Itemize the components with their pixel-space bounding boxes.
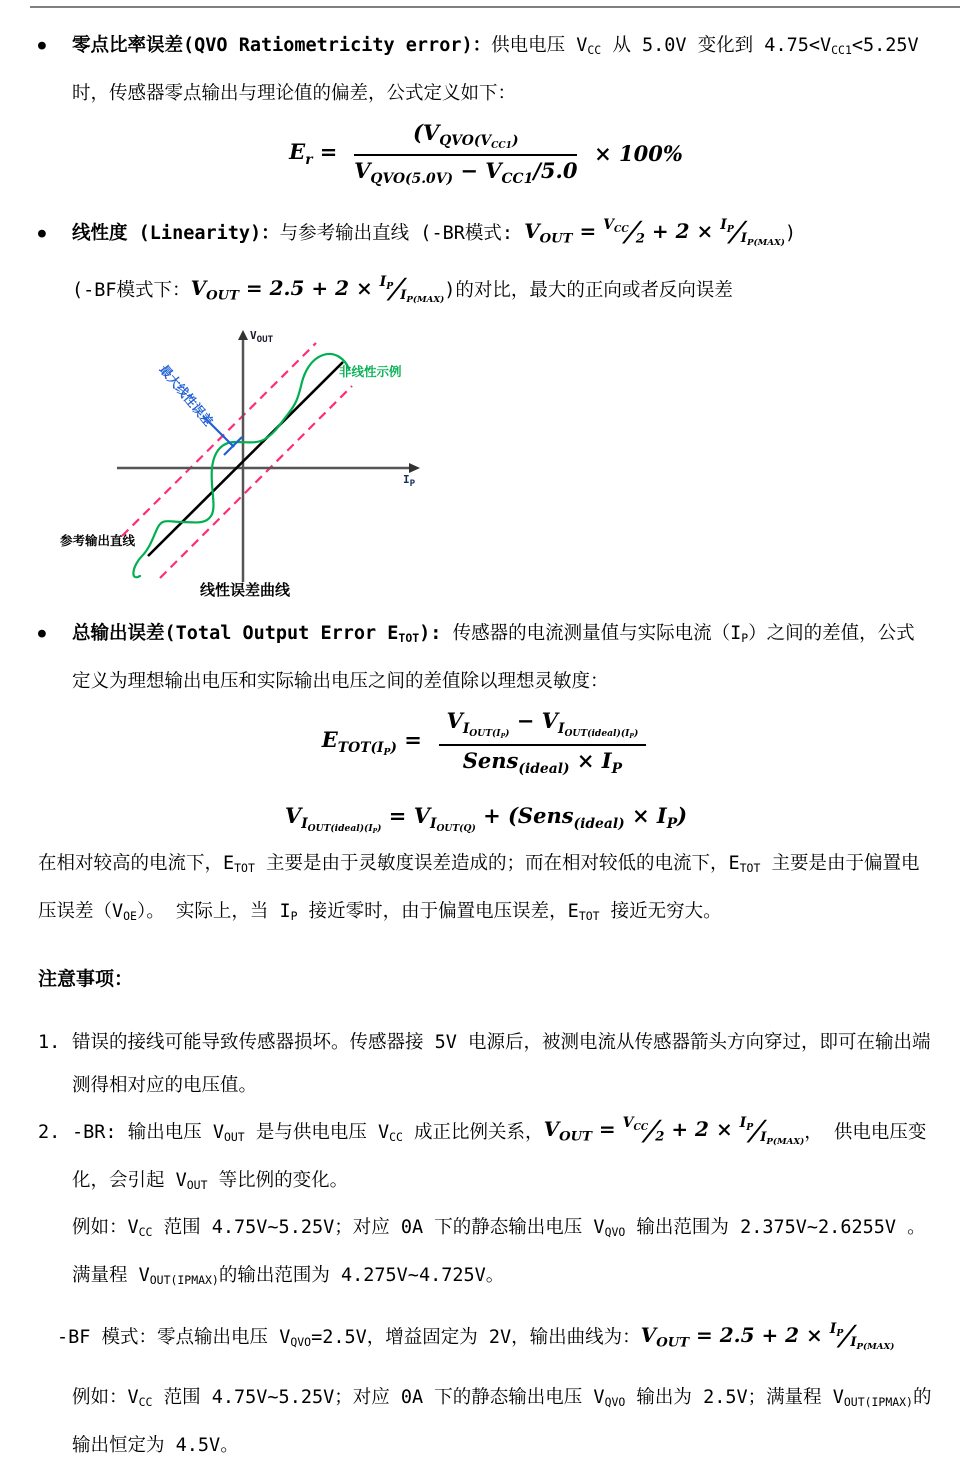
bullet-qvo-text xyxy=(72,24,934,115)
notes-heading: 注意事项： xyxy=(38,967,134,990)
bullet-icon: ● xyxy=(38,626,46,642)
max-error-label: 最大线性误差 xyxy=(156,361,217,430)
note-2-t1: -BR: 输出电压 $V_{OUT}$ 是与供电电压 $V_{CC}$ 成正比例关系， xyxy=(72,1121,544,1144)
formula-v-ideal xyxy=(38,804,934,836)
y-axis-arrow-icon xyxy=(238,330,248,340)
bullet-qvo-title-en: (QVO Ratiometricity error)： xyxy=(183,35,492,56)
formula-er-numerator: ($V_{QVO(V_{CC1})}$ xyxy=(354,121,577,157)
note-item-2 xyxy=(38,1111,934,1302)
bullet-qvo-ratiometricity xyxy=(38,24,934,115)
linearity-line1 xyxy=(72,212,932,255)
etot-title-en: (Total Output Error $E_{TOT}$): xyxy=(164,623,453,646)
formula-etot-fraction xyxy=(439,709,647,778)
bullet-qvo-body: 供电电压 $V_{CC}$ 从 5.0V 变化到 $4.75<V_{CC1}<5.25V$ 时，传感器零点输出与理论值的偏差，公式定义如下： xyxy=(72,35,919,104)
x-axis-label: $I_P$ xyxy=(403,473,416,490)
linearity-line2 xyxy=(72,269,932,312)
linearity-title-en: (Linearity)： xyxy=(127,223,280,245)
formula-etot-lhs: $E_{TOT(I_P)}$ = xyxy=(321,727,422,759)
formula-etot-denominator: Sens$_{(ideal)}$ × $I_P$ xyxy=(462,748,622,777)
note-2-example: 例如：$V_{CC}$ 范围 4.75V~5.25V；对应 0A 下的静态输出电压 $V_{QVO}$ 输出范围为 2.375V~2.6255V 。满量程 $V_{OUT(IPMAX)}$的输出范围为 4.275V~4.725V。 xyxy=(72,1217,926,1288)
bullet-total-output-error xyxy=(38,612,934,703)
linearity-t3: (-BF模式下： xyxy=(72,280,191,302)
linearity-error-diagram xyxy=(58,330,488,606)
bullet-icon: ● xyxy=(38,226,46,242)
bullet-qvo-title: 零点比率误差 xyxy=(72,35,184,56)
reference-line-label: 参考输出直线 xyxy=(60,533,136,549)
bf-example: 例如：$V_{CC}$ 范围 4.75V~5.25V；对应 0A 下的静态输出电压 $V_{QVO}$ 输出为 2.5V；满量程 $V_{OUT(IPMAX)}$的输出恒定为 4.5V。 xyxy=(72,1386,932,1456)
error-bound-upper xyxy=(122,343,316,536)
etot-title: 总输出误差 xyxy=(72,623,165,645)
x-axis-arrow-icon xyxy=(409,463,420,473)
formula-bf-note: $V_{OUT} = 2.5 + 2$ × $^{I_P}⁄_{I_{P(MAX)}}$ xyxy=(640,1320,895,1356)
linearity-t2: ) xyxy=(784,223,797,245)
note-item-1 xyxy=(38,1021,934,1107)
diagram-caption: 线性误差曲线 xyxy=(200,581,291,600)
formula-er-denominator: $V_{QVO(5.0V)} - V_{CC1}/5.0$ xyxy=(354,158,578,188)
note-2-t2: ， 供电电压变化，会引起 $V_{OUT}$ 等比例的变化。 xyxy=(72,1121,927,1192)
etot-paragraph: 在相对较高的电流下，$E_{TOT}$ 主要是由于灵敏度误差造成的；而在相对较低的电流下，$E_{TOT}$ 主要是由于偏置电压误差$(V_{OE})$。 实际上，当 $I_P$ 接近零时，由于偏置电压误差，$E_{TOT}$ 接近无穷大。 xyxy=(38,852,920,923)
formula-v-ideal-body: $V_{I_{OUT(ideal)(I_P)}} = V_{I_{OUT(Q)}}$ + (Sens$_{(ideal)}$ × $I_P$) xyxy=(284,802,688,836)
formula-bf-inline: $V_{OUT} = 2.5 + 2$ × $^{I_P}⁄_{I_{P(MAX)}}$ xyxy=(190,273,445,309)
note-2-number: 2. xyxy=(38,1121,61,1143)
bullet-etot-text xyxy=(72,612,934,703)
linearity-t1: 与参考输出直线 (-BR模式: xyxy=(279,223,525,245)
linearity-title: 线性度 xyxy=(72,223,128,245)
note-1-text: 错误的接线可能导致传感器损坏。传感器接 5V 电源后，被测电流从传感器箭头方向穿过，即可在输出端测得相对应的电压值。 xyxy=(72,1031,931,1096)
formula-etot-numerator: $V_{I_{OUT(I_P)}} - V_{I_{OUT(ideal)(I_P)}}$ xyxy=(439,709,647,746)
linearity-t4: )的对比，最大的正向或者反向误差 xyxy=(444,280,733,302)
note-1-number: 1. xyxy=(38,1031,61,1053)
formula-er-lhs: $E_r$ = xyxy=(289,139,338,168)
diagram-canvas xyxy=(58,330,488,606)
nonlinear-example-label: 非线性示例 xyxy=(339,364,402,380)
y-axis-label: $V_{OUT}$ xyxy=(250,329,274,346)
document-page xyxy=(0,6,960,1467)
bullet-linearity xyxy=(38,212,934,312)
note-2-text xyxy=(72,1111,934,1302)
formula-br-inline: $V_{OUT}$ = $^{V_{CC}}⁄_2 + 2$ × $^{I_P}⁄_{I_{P(MAX)}}$ xyxy=(524,216,785,252)
formula-br-note: $V_{OUT}$ = $^{V_{CC}}⁄_2 + 2$ × $^{I_P}⁄_{I_{P(MAX)}}$ xyxy=(543,1114,805,1150)
bullet-linearity-text xyxy=(72,212,934,312)
formula-etot xyxy=(38,709,934,778)
etot-body: 传感器的电流测量值与实际电流$(I_P)$之间的差值，公式定义为理想输出电压和实际输出电压之间的差值除以理想灵敏度： xyxy=(72,623,915,693)
top-divider xyxy=(30,6,960,8)
bf-t1: -BF 模式：零点输出电压 $V_{QVO}=2.5V$，增益固定为 2V，输出曲线为： xyxy=(57,1327,641,1349)
bullet-icon: ● xyxy=(38,38,46,53)
bf-mode-paragraph xyxy=(38,1316,934,1364)
error-bound-lower xyxy=(160,386,352,578)
formula-er-fraction xyxy=(354,121,577,188)
formula-er xyxy=(38,121,934,188)
formula-er-rhs: × 100% xyxy=(594,141,683,167)
